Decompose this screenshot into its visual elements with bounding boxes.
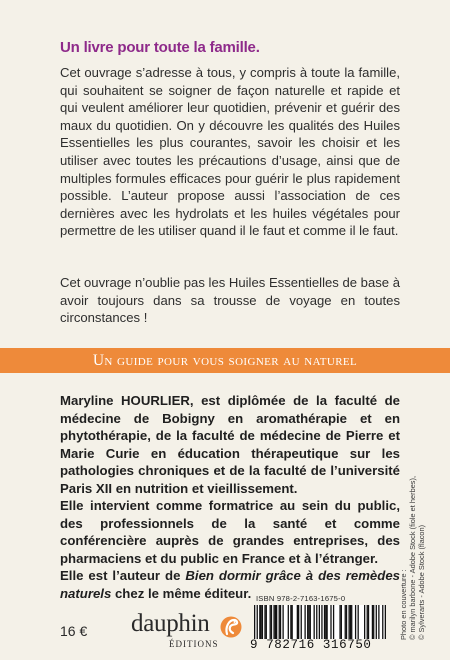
barcode-bar [310, 605, 311, 639]
barcode-bar [351, 605, 352, 639]
tagline: Un livre pour toute la famille. [60, 39, 260, 56]
barcode-bar [254, 605, 255, 639]
barcode-bar [298, 605, 299, 639]
barcode-bar [271, 605, 272, 639]
barcode-bar [279, 605, 280, 639]
barcode-bar [316, 605, 317, 639]
barcode-bar [270, 605, 271, 639]
barcode [254, 605, 386, 639]
price: 16 € [60, 623, 88, 639]
barcode-bar [301, 605, 302, 639]
barcode-bar [314, 605, 315, 639]
barcode-bar [367, 605, 368, 639]
barcode-bar [259, 605, 260, 639]
book-title: Bien dormir grâce à des remèdes naturels [60, 568, 400, 601]
barcode-bar [341, 605, 342, 639]
intro-paragraph-1: Cet ouvrage s’adresse à tous, y compris à toute la famille, qui souhaitent se soigner de façon naturelle et rapide et qui veulent améliorer leur quotidien, prévenir et guérir des maux du quotidien. On y découvre les qualités des Huiles Essentielles les plus courantes, savoir les choisir et les utiliser avec toutes les précautions d’usage, ainsi que de multiples formules efficaces pour guérir le plus rapidement possible. L’auteur propose aussi l’association de ces dernières avec les hydrolats et les huiles végétales pour permettre de les utiliser quand il le faut et comme il le faut. [60, 65, 400, 239]
barcode-bar [280, 605, 281, 639]
bio-paragraph-2: Elle intervient comme formatrice au sein du public, des professionnels de la santé et comme conférencière auprès de grandes entreprises, des pharmaciens et du public en France et à l’étranger. [60, 498, 400, 566]
credits-line-2: © marilyn barbone - Adobe Stock (fiole et herbes), [408, 475, 417, 640]
barcode-bar [257, 605, 258, 639]
barcode-bar [326, 605, 327, 639]
section-banner [0, 348, 450, 373]
publisher-sub: ÉDITIONS [169, 639, 219, 649]
barcode-bar [276, 605, 277, 639]
barcode-bar [297, 605, 298, 639]
barcode-bar [307, 605, 308, 639]
barcode-bar [264, 605, 265, 639]
barcode-bar [345, 605, 346, 639]
barcode-bar [346, 605, 347, 639]
banner-title: Un guide pour vous soigner au naturel [92, 351, 358, 369]
barcode-bar [368, 605, 369, 639]
barcode-bar [260, 605, 261, 639]
barcode-bar [282, 605, 283, 639]
barcode-bar [355, 605, 356, 639]
barcode-bar [330, 605, 331, 639]
barcode-bar [292, 605, 293, 639]
barcode-bar [333, 605, 334, 639]
barcode-bar [321, 605, 322, 639]
barcode-bar [273, 605, 274, 639]
credits-line-1: Photo en couverture : [399, 569, 408, 640]
barcode-bar [376, 605, 377, 639]
author-bio [60, 392, 400, 602]
publisher-logo [131, 608, 241, 654]
barcode-bar [304, 605, 305, 639]
barcode-bar [385, 605, 386, 639]
barcode-bar [358, 605, 359, 639]
barcode-bar [364, 605, 365, 639]
photo-credits [399, 470, 426, 640]
barcode-bar [373, 605, 374, 639]
credits-line-3: © Sylverarts - Adobe Stock (flacon) [417, 524, 426, 640]
barcode-bar [288, 605, 289, 639]
barcode-bar [348, 605, 349, 639]
barcode-bar [262, 605, 263, 639]
barcode-bar [275, 605, 276, 639]
bio-p3-suffix: chez le même éditeur. [111, 585, 252, 601]
barcode-bar [350, 605, 351, 639]
barcode-bar [324, 605, 325, 639]
barcode-bar [325, 605, 326, 639]
bio-paragraph-3 [60, 567, 400, 602]
barcode-bar [382, 605, 383, 639]
barcode-bar [308, 605, 309, 639]
barcode-digits: 9 782716 316750 [250, 638, 372, 652]
barcode-bar [266, 605, 267, 639]
barcode-bar [339, 605, 340, 639]
intro-paragraph-2: Cet ouvrage n’oublie pas les Huiles Essentielles de base à avoir toujours dans sa trousse de voyage en toutes circonstances ! [60, 274, 400, 326]
dolphin-icon [219, 612, 243, 642]
barcode-bar [378, 605, 379, 639]
bio-paragraph-1: Maryline HOURLIER, est diplômée de la faculté de médecine de Bobigny en aromathérapie et en phytothérapie, de la faculté de médecine de Pierre et Marie Curie en éducation thérapeutique sur les pathologies chroniques et de la faculté de l’université Paris XII en nutrition et vieillissement. [60, 393, 400, 496]
intro-text [60, 64, 400, 327]
barcode-bar [290, 605, 291, 639]
publisher-name: dauphin [131, 610, 210, 637]
isbn-label: ISBN 978-2-7163-1675-0 [256, 594, 346, 603]
barcode-bar [372, 605, 373, 639]
bio-p3-prefix: Elle est l’auteur de [60, 568, 186, 583]
barcode-bar [319, 605, 320, 639]
